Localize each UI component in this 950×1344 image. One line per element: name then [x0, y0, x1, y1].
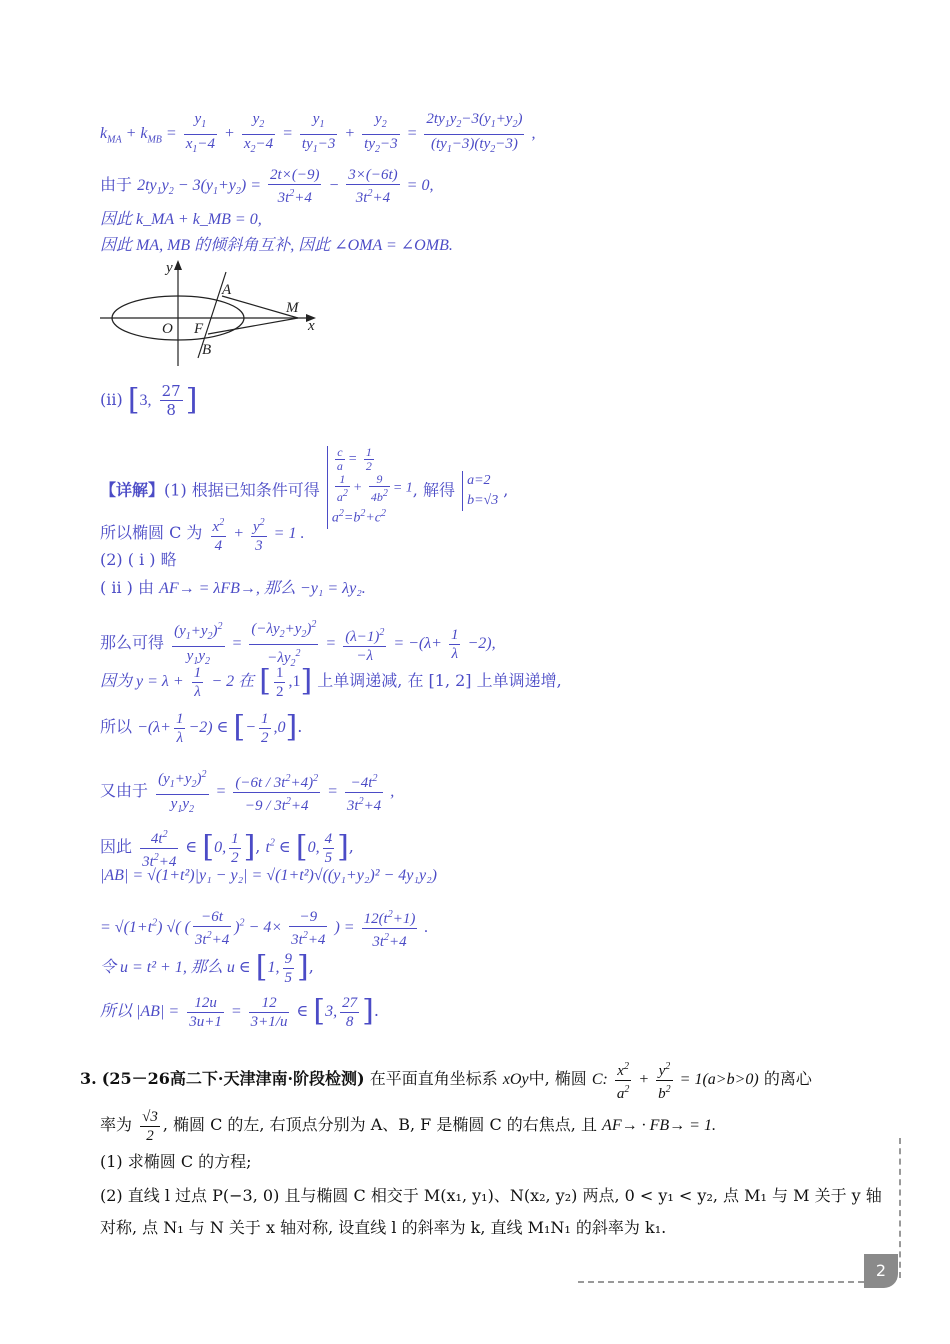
solution-line-therefore-zero: 因此 k_MA + k_MB = 0,: [100, 211, 262, 228]
question-text1b: 中, 椭圆: [528, 1069, 587, 1089]
question-text1c: 的离心: [763, 1069, 812, 1089]
question-part2-line2: 对称, 点 N₁ 与 N 关于 x 轴对称, 设直线 l 的斜率为 k, 直线 M₁N₁ 的斜率为 k₁.: [100, 1218, 667, 1237]
question-xoy: xOy: [502, 1071, 529, 1089]
label-B: B: [202, 342, 212, 358]
question-3-line2: 率为 $\frac{√3}{2}$ , 椭圆 C 的左, 右顶点分别为 A、B, F 是椭圆 C 的右焦点, 且 AF→ · FB→ = 1.: [100, 1109, 716, 1144]
final-ab-line: 所以 |AB| = $\frac{12u}{3u+1}$ = $\frac{12}{3+1/u}$ ∈ [3, $\frac{27}{8}$ ].: [100, 993, 379, 1030]
label-A: A: [222, 282, 232, 298]
monotonic-line: 因为 y = λ + $\frac{1}{\lambda}$ − 2 在 [ $\frac{1}{2}$ ,1] 上单调递减, 在 [1, 2] 上单调递增,: [100, 663, 562, 700]
answer-ii-label: (ⅱ): [100, 390, 123, 409]
question-part2-line1: (2) 直线 l 过点 P(−3, 0) 且与椭圆 C 相交于 M(x₁, y₁)、N(x₂, y₂) 两点, 0 < y₁ < y₂, 点 M₁ 与 M 关于 y 轴: [100, 1186, 882, 1205]
solution-line-because: 由于 $2ty_1y_2 - 3(y_1+y_2)$ = $\frac{2t\times(-9)}{3t^2+4}$ − $\frac{3\times(-6t)}{3t^2+4}$ = 0,: [100, 167, 434, 206]
solution-line-slope-sum: $k_{MA} + k_{MB}$ = $\frac{y_1}{x_1-4}$ + $\frac{y_2}{x_2-4}$ = $\frac{y_1}{ty_1-3}$ + $\frac{y_2}{ty_2-3}$ = $\frac{2ty_1y_2-3(y_1+y_2)}{(ty_1-3)(ty_2-3)}$ ,: [100, 111, 536, 155]
part2-ii-line: ( ⅱ ) 由 AF→ = λFB→, 那么 −y₁ = λy₂.: [100, 578, 366, 597]
because-prefix: 由于: [100, 175, 133, 195]
axis-y-label: y: [166, 260, 173, 276]
let-prefix: 令 u = t² + 1, 那么 u ∈: [100, 959, 251, 977]
so1-prefix: 所以: [100, 717, 133, 737]
let-u-line: 令 u = t² + 1, 那么 u ∈ [1, $\frac{9}{5}$ ],: [100, 949, 314, 986]
question-text2a: 率为: [100, 1115, 133, 1135]
question-source: (25－26高二下·天津津南·阶段检测): [101, 1069, 365, 1089]
then-line: 那么可得 $\frac{(y_1+y_2)^2}{y_1y_2}$ = $\frac{(-\lambda y_2+y_2)^2}{-\lambda y_2^2}$ = $\frac{(\lambda-1)^2}{-\lambda}$ = −(λ+ $\frac{1}{\lambda}$ −2),: [100, 616, 496, 673]
answer-ii: (ⅱ) [3, $\frac{27}{8}$ ]: [100, 382, 198, 419]
question-text1a: 在平面直角坐标系: [369, 1069, 498, 1089]
detail-tag: 【详解】: [100, 480, 165, 500]
label-O: O: [162, 321, 173, 337]
because-suffix: 上单调递减, 在 [1, 2] 上单调递增,: [317, 671, 562, 691]
part2-ii-text: , 那么 −y₁ = λy₂.: [255, 580, 366, 597]
so2-prefix: 所以 |AB| =: [100, 1003, 180, 1021]
because-y-prefix: 因为 y = λ +: [100, 673, 184, 691]
part2-i-line: (2) ( ⅰ ) 略: [100, 550, 177, 569]
detail-p1-text: (1) 根据已知条件可得: [164, 480, 320, 500]
label-F: F: [194, 321, 204, 337]
page-number-tab: 2: [864, 1254, 898, 1288]
detail-solve-text: , 解得: [412, 480, 455, 500]
solution-line-angles: 因此 MA, MB 的倾斜角互补, 因此 ∠OMA = ∠OMB.: [100, 237, 453, 254]
ellipse-diagram: [98, 258, 328, 368]
question-3-line1: 3. (25－26高二下·天津津南·阶段检测) 在平面直角坐标系 xOy中, 椭圆 C: $\frac{x^2}{a^2}$ + $\frac{y^2}{b^2}$ = 1(a>b>0) 的离心: [80, 1058, 812, 1103]
part2-ii-prefix: ( ⅱ ) 由: [100, 578, 154, 597]
hence-line: 因此 $\frac{4t^2}{3t^2+4}$ ∈ [0, $\frac{1}{2}$ ], $t^2$ ∈ [0, $\frac{4}{5}$ ],: [100, 826, 354, 871]
question-text2b: , 椭圆 C 的左, 右顶点分别为 A、B, F 是椭圆 C 的右焦点, 且: [162, 1115, 597, 1135]
because-mid: − 2 在: [211, 673, 255, 691]
label-M: M: [286, 300, 299, 316]
range-line: 所以 −(λ+ $\frac{1}{\lambda}$ −2) ∈ [− $\frac{1}{2}$ ,0].: [100, 709, 303, 746]
then-prefix: 那么可得: [100, 633, 165, 653]
also-line: 又由于 $\frac{(y_1+y_2)^2}{y_1y_2}$ = $\frac{(-6t / 3t^2+4)^2}{-9 / 3t^2+4}$ = $\frac{-4t^2}{3t^2+4}$ ,: [100, 766, 394, 819]
question-part1: (1) 求椭圆 C 的方程;: [100, 1152, 252, 1171]
hence-prefix: 因此: [100, 837, 133, 857]
detail-part1: 【详解】(1) 根据已知条件可得 $\frac{c}{a}$ = $\frac{1}{2}$ $\frac{1}{a^2}$ + $\frac{9}{4b^2}$ = 1 $a^2=b^2+c^2$ , 解得 a=2 b=√3 ,: [100, 446, 508, 529]
ab-length-line2: = $√(1+t^2)$ √( ( $\frac{-6t}{3t^2+4}$ )$^2$ − 4× $\frac{-9}{3t^2+4}$ ) = $\frac{12(t^2+1)}{3t^2+4}$ .: [100, 906, 428, 951]
dashed-border-horizontal: [578, 1281, 864, 1283]
question-number: 3.: [80, 1069, 97, 1089]
dashed-border-vertical: [899, 1138, 901, 1278]
final-period: .: [373, 1001, 379, 1021]
ellipse-eq-prefix: 所以椭圆 C 为: [100, 523, 203, 543]
also-prefix: 又由于: [100, 781, 149, 801]
axis-x-label: x: [308, 318, 315, 334]
ellipse-equation-line: 所以椭圆 C 为 $\frac{x^2}{4}$ + $\frac{y^2}{3}$ = 1 .: [100, 514, 304, 555]
ab-length-line1: |AB| = √(1+t²)|y₁ − y₂| = √(1+t²)√((y₁+y₂)² − 4y₁y₂): [100, 867, 437, 884]
